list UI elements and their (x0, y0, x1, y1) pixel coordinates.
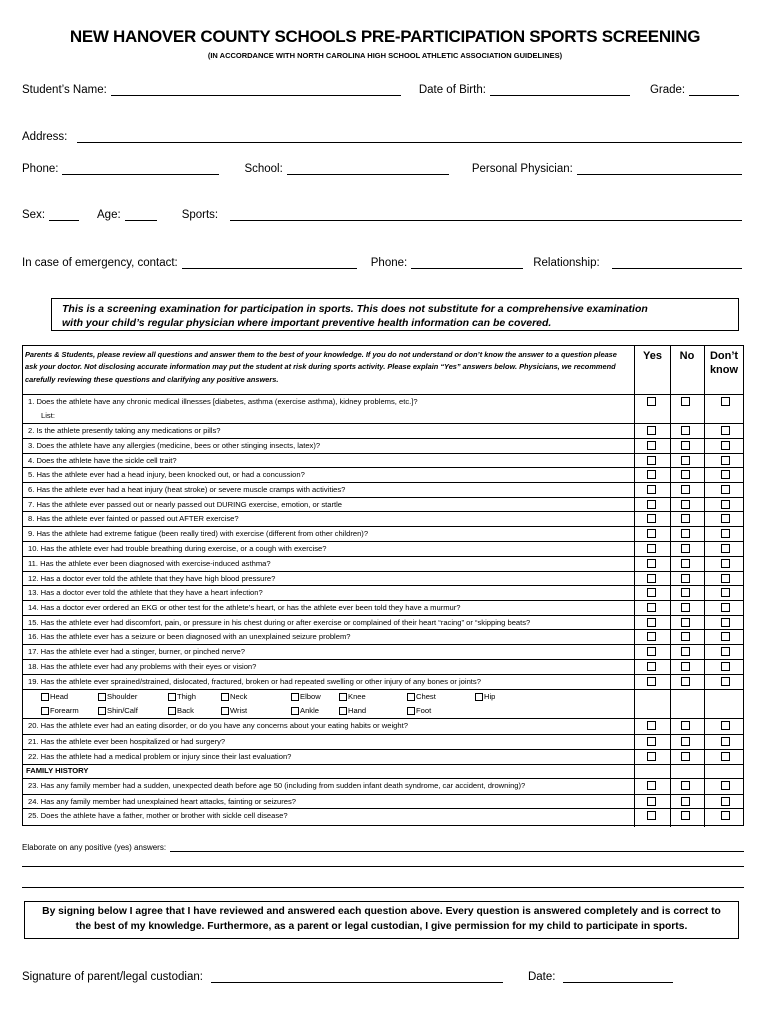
physician-field[interactable] (577, 162, 742, 175)
elaborate-line-2[interactable] (22, 866, 744, 867)
emergency-label: In case of emergency, contact: (22, 257, 178, 269)
q14-yes-checkbox[interactable] (647, 603, 656, 612)
student-name-field[interactable] (111, 83, 401, 96)
q17-dont-know-checkbox[interactable] (721, 647, 730, 656)
body-part-neck-option[interactable] (221, 692, 247, 701)
row-divider (23, 615, 743, 616)
q14-no-checkbox[interactable] (681, 603, 690, 612)
sports-label: Sports: (181, 209, 219, 221)
body-part-label: Neck (230, 692, 248, 701)
q19-no-checkbox[interactable] (681, 677, 690, 686)
q9-no-checkbox[interactable] (681, 529, 690, 538)
question-12: 12. Has a doctor ever told the athlete that they have high blood pressure? (28, 574, 276, 583)
q20-no-checkbox[interactable] (681, 721, 690, 730)
q21-dont-know-checkbox[interactable] (721, 737, 730, 746)
body-part-label: Elbow (300, 692, 321, 701)
q1-no-checkbox[interactable] (681, 397, 690, 406)
sex-label: Sex: (22, 209, 46, 221)
row-divider (23, 526, 743, 527)
q1-yes-checkbox[interactable] (647, 397, 656, 406)
q11-dont-know-checkbox[interactable] (721, 559, 730, 568)
checkbox-icon (291, 707, 299, 715)
row-divider (23, 794, 743, 795)
q22-yes-checkbox[interactable] (647, 752, 656, 761)
screening-notice (51, 298, 739, 331)
relationship-field[interactable] (612, 256, 742, 269)
address-label: Address: (22, 131, 68, 143)
body-part-label: Wrist (230, 706, 248, 715)
row-divider (23, 600, 743, 601)
body-part-hand-option[interactable] (339, 706, 366, 715)
q2-no-checkbox[interactable] (681, 426, 690, 435)
question-7: 7. Has the athlete ever passed out or nearly passed out DURING exercise, emotion, or startle (28, 500, 343, 509)
q12-dont-know-checkbox[interactable] (721, 574, 730, 583)
checkbox-icon (98, 707, 106, 715)
body-part-label: Back (177, 706, 194, 715)
q7-no-checkbox[interactable] (681, 500, 690, 509)
question-2: 2. Is the athlete presently taking any medications or pills? (28, 426, 221, 435)
q16-yes-checkbox[interactable] (647, 632, 656, 641)
question-23: 23. Has any family member had a sudden, unexpected death before age 50 (including from sudden infant death syndrome, car accident, drowning)? (28, 781, 526, 790)
q6-yes-checkbox[interactable] (647, 485, 656, 494)
q8-no-checkbox[interactable] (681, 514, 690, 523)
notice-line-2: with your child’s regular physician where important preventive health information can be covered. (62, 317, 552, 329)
emergency-row (22, 251, 742, 269)
q3-no-checkbox[interactable] (681, 441, 690, 450)
q6-no-checkbox[interactable] (681, 485, 690, 494)
question-17: 17. Has the athlete ever had a stinger, burner, or pinched nerve? (28, 647, 245, 656)
checkbox-icon (291, 693, 299, 701)
q10-yes-checkbox[interactable] (647, 544, 656, 553)
q18-dont-know-checkbox[interactable] (721, 662, 730, 671)
body-part-foot-option[interactable] (407, 706, 431, 715)
body-part-hip-option[interactable] (475, 692, 495, 701)
row-divider (23, 453, 743, 454)
grade-field[interactable] (689, 83, 739, 96)
instructions-text: Parents & Students, please review all questions and answer them to the best of your knowledge. If you do not understand or don’t know the answer to a question please ask your doctor. Not disclosing accurate information may put the student at risk during sports activity. Please explain “Yes” answers below. Physicians, we recommend carefully reviewing these questions and clarifying any positive answers. (25, 350, 617, 384)
elaborate-field[interactable] (170, 842, 744, 852)
q24-yes-checkbox[interactable] (647, 797, 656, 806)
q16-no-checkbox[interactable] (681, 632, 690, 641)
checkbox-icon (475, 693, 483, 701)
q17-yes-checkbox[interactable] (647, 647, 656, 656)
school-label: School: (244, 163, 283, 175)
q8-yes-checkbox[interactable] (647, 514, 656, 523)
emergency-contact-field[interactable] (182, 256, 357, 269)
grade-label: Grade: (649, 84, 686, 96)
q11-yes-checkbox[interactable] (647, 559, 656, 568)
q21-no-checkbox[interactable] (681, 737, 690, 746)
row-divider (23, 764, 743, 765)
address-row (22, 125, 742, 143)
q4-yes-checkbox[interactable] (647, 456, 656, 465)
row-divider (23, 674, 743, 675)
column-divider (704, 346, 705, 827)
dob-label: Date of Birth: (418, 84, 486, 96)
q7-yes-checkbox[interactable] (647, 500, 656, 509)
question-3: 3. Does the athlete have any allergies (medicine, bees or other stinging insects, latex)? (28, 441, 321, 450)
q15-no-checkbox[interactable] (681, 618, 690, 627)
q5-dont-know-checkbox[interactable] (721, 470, 730, 479)
row-divider (23, 749, 743, 750)
body-part-label: Foot (416, 706, 432, 715)
q16-dont-know-checkbox[interactable] (721, 632, 730, 641)
body-part-label: Hand (348, 706, 367, 715)
question-11: 11. Has the athlete ever been diagnosed with exercise-induced asthma? (28, 559, 271, 568)
q22-no-checkbox[interactable] (681, 752, 690, 761)
q24-no-checkbox[interactable] (681, 797, 690, 806)
emergency-phone-label: Phone: (370, 257, 408, 269)
consent-line-1: By signing below I agree that I have reviewed and answered each question above. Every question is answered completely and is correct to (42, 906, 721, 917)
q21-yes-checkbox[interactable] (647, 737, 656, 746)
col-no-header: No (679, 350, 695, 362)
checkbox-icon (41, 707, 49, 715)
q7-dont-know-checkbox[interactable] (721, 500, 730, 509)
checkbox-icon (98, 693, 106, 701)
row-divider (23, 394, 743, 395)
question-24: 24. Has any family member had unexplained heart attacks, fainting or seizures? (28, 797, 297, 806)
elaborate-label: Elaborate on any positive (yes) answers: (22, 843, 167, 852)
elaborate-row (22, 838, 744, 852)
q18-yes-checkbox[interactable] (647, 662, 656, 671)
phone-field[interactable] (62, 162, 219, 175)
row-divider (23, 467, 743, 468)
q25-no-checkbox[interactable] (681, 811, 690, 820)
row-divider (23, 482, 743, 483)
q20-dont-know-checkbox[interactable] (721, 721, 730, 730)
row-divider (23, 438, 743, 439)
school-field[interactable] (287, 162, 449, 175)
q5-yes-checkbox[interactable] (647, 470, 656, 479)
q13-dont-know-checkbox[interactable] (721, 588, 730, 597)
q14-dont-know-checkbox[interactable] (721, 603, 730, 612)
q25-dont-know-checkbox[interactable] (721, 811, 730, 820)
question-16: 16. Has the athlete ever has a seizure or been diagnosed with an unexplained seizure problem? (28, 632, 351, 641)
q25-yes-checkbox[interactable] (647, 811, 656, 820)
q5-no-checkbox[interactable] (681, 470, 690, 479)
consent-line-2: the best of my knowledge. Furthermore, as a parent or legal custodian, I give permission for my child to participate in sports. (75, 921, 688, 932)
row-divider (23, 423, 743, 424)
row-divider (23, 511, 743, 512)
physician-label: Personal Physician: (471, 163, 573, 175)
consent-statement (24, 901, 739, 939)
checkbox-icon (339, 693, 347, 701)
row-divider (23, 718, 743, 719)
checkbox-icon (407, 693, 415, 701)
body-part-back-option[interactable] (168, 706, 194, 715)
q11-no-checkbox[interactable] (681, 559, 690, 568)
body-part-label: Shin/Calf (107, 706, 138, 715)
body-part-label: Knee (348, 692, 366, 701)
sports-field[interactable] (230, 208, 742, 221)
checkbox-icon (407, 707, 415, 715)
row-divider (23, 644, 743, 645)
q17-no-checkbox[interactable] (681, 647, 690, 656)
q23-dont-know-checkbox[interactable] (721, 781, 730, 790)
q15-dont-know-checkbox[interactable] (721, 618, 730, 627)
row-divider (23, 689, 743, 690)
body-part-chest-option[interactable] (407, 692, 436, 701)
question-4: 4. Does the athlete have the sickle cell trait? (28, 456, 177, 465)
col-dont-know-header: Don’t know (709, 350, 739, 376)
question-5: 5. Has the athlete ever had a head injury, been knocked out, or had a concussion? (28, 470, 305, 479)
emergency-phone-field[interactable] (411, 256, 523, 269)
q10-no-checkbox[interactable] (681, 544, 690, 553)
q22-dont-know-checkbox[interactable] (721, 752, 730, 761)
signature-label: Signature of parent/legal custodian: (22, 971, 203, 983)
row-divider (23, 585, 743, 586)
q23-yes-checkbox[interactable] (647, 781, 656, 790)
row-divider (23, 778, 743, 779)
signature-row (22, 965, 722, 983)
question-14: 14. Has a doctor ever ordered an EKG or other test for the athlete’s heart, or has the athlete ever been told they have a murmur? (28, 603, 461, 612)
column-divider (670, 346, 671, 827)
contact-row (22, 157, 742, 175)
question-19: 19. Has the athlete ever sprained/strained, dislocated, fractured, broken or had repeated swelling or other injury of any bones or joints? (28, 677, 481, 686)
body-part-shoulder-option[interactable] (98, 692, 137, 701)
body-part-label: Head (50, 692, 69, 701)
question-10: 10. Has the athlete ever had trouble breathing during exercise, or a cough with exercise? (28, 544, 327, 553)
body-part-label: Thigh (177, 692, 196, 701)
q2-dont-know-checkbox[interactable] (721, 426, 730, 435)
row-divider (23, 629, 743, 630)
form-subtitle: (IN ACCORDANCE WITH NORTH CAROLINA HIGH SCHOOL ATHLETIC ASSOCIATION GUIDELINES) (207, 51, 563, 60)
form-title: NEW HANOVER COUNTY SCHOOLS PRE-PARTICIPATION SPORTS SCREENING (69, 27, 701, 46)
column-divider (634, 346, 635, 827)
sex-field[interactable] (49, 208, 79, 221)
age-label: Age: (97, 209, 121, 221)
q19-dont-know-checkbox[interactable] (721, 677, 730, 686)
checkbox-icon (41, 693, 49, 701)
body-part-shin-calf-option[interactable] (98, 706, 138, 715)
q6-dont-know-checkbox[interactable] (721, 485, 730, 494)
questionnaire-table (22, 345, 744, 826)
row-divider (23, 541, 743, 542)
student-info-row (22, 78, 742, 96)
q3-dont-know-checkbox[interactable] (721, 441, 730, 450)
age-field[interactable] (125, 208, 157, 221)
body-part-label: Chest (416, 692, 436, 701)
list-label: List: (41, 411, 55, 420)
question-25: 25. Does the athlete have a father, mother or brother with sickle cell disease? (28, 811, 288, 820)
notice-line-1: This is a screening examination for participation in sports. This does not substitute for a comprehensive examination (62, 303, 648, 315)
q23-no-checkbox[interactable] (681, 781, 690, 790)
q4-dont-know-checkbox[interactable] (721, 456, 730, 465)
body-part-forearm-option[interactable] (41, 706, 79, 715)
question-21: 21. Has the athlete ever been hospitalized or had surgery? (28, 737, 226, 746)
question-13: 13. Has a doctor ever told the athlete that they have a heart infection? (28, 588, 263, 597)
elaborate-line-3[interactable] (22, 887, 744, 888)
checkbox-icon (221, 707, 229, 715)
phone-label: Phone: (22, 163, 59, 175)
body-part-thigh-option[interactable] (168, 692, 196, 701)
body-part-elbow-option[interactable] (291, 692, 321, 701)
body-part-label: Hip (484, 692, 496, 701)
dob-field[interactable] (490, 83, 630, 96)
q4-no-checkbox[interactable] (681, 456, 690, 465)
question-6: 6. Has the athlete ever had a heat injury (heat stroke) or severe muscle cramps with activities? (28, 485, 346, 494)
row-divider (23, 571, 743, 572)
q20-yes-checkbox[interactable] (647, 721, 656, 730)
checkbox-icon (168, 693, 176, 701)
q12-no-checkbox[interactable] (681, 574, 690, 583)
checkbox-icon (168, 707, 176, 715)
body-part-label: Forearm (50, 706, 79, 715)
question-9: 9. Has the athlete had extreme fatigue (been really tired) with exercise (different from other children)? (28, 529, 369, 538)
q19-yes-checkbox[interactable] (647, 677, 656, 686)
question-1: 1. Does the athlete have any chronic medical illnesses [diabetes, asthma (exercise asthma), kidney problems, etc.]? (28, 397, 418, 406)
question-18: 18. Has the athlete ever had any problems with their eyes or vision? (28, 662, 257, 671)
body-part-label: Shoulder (107, 692, 138, 701)
student-name-label: Student’s Name: (22, 84, 107, 96)
row-divider (23, 808, 743, 809)
q2-yes-checkbox[interactable] (647, 426, 656, 435)
q13-no-checkbox[interactable] (681, 588, 690, 597)
date-label: Date: (527, 971, 556, 983)
checkbox-icon (221, 693, 229, 701)
relationship-label: Relationship: (533, 257, 600, 269)
q9-dont-know-checkbox[interactable] (721, 529, 730, 538)
body-part-ankle-option[interactable] (291, 706, 319, 715)
address-field[interactable] (77, 130, 742, 143)
row-divider (23, 659, 743, 660)
q9-yes-checkbox[interactable] (647, 529, 656, 538)
body-part-head-option[interactable] (41, 692, 68, 701)
signature-field[interactable] (211, 970, 503, 983)
body-part-label: Ankle (300, 706, 319, 715)
col-yes-header: Yes (643, 350, 662, 362)
date-field[interactable] (563, 970, 673, 983)
sex-age-sports-row (22, 203, 742, 221)
body-part-knee-option[interactable] (339, 692, 366, 701)
q3-yes-checkbox[interactable] (647, 441, 656, 450)
q18-no-checkbox[interactable] (681, 662, 690, 671)
q12-yes-checkbox[interactable] (647, 574, 656, 583)
family-history-label: FAMILY HISTORY (26, 766, 89, 775)
question-8: 8. Has the athlete ever fainted or passed out AFTER exercise? (28, 514, 239, 523)
q24-dont-know-checkbox[interactable] (721, 797, 730, 806)
row-divider (23, 556, 743, 557)
body-part-wrist-option[interactable] (221, 706, 247, 715)
q8-dont-know-checkbox[interactable] (721, 514, 730, 523)
q1-dont-know-checkbox[interactable] (721, 397, 730, 406)
row-divider (23, 734, 743, 735)
q15-yes-checkbox[interactable] (647, 618, 656, 627)
question-15: 15. Has the athlete ever had discomfort, pain, or pressure in his chest during or after exercise or complained of their heart “racing” or “skipping beats? (28, 618, 531, 627)
question-22: 22. Has the athlete had a medical problem or injury since their last evaluation? (28, 752, 292, 761)
q10-dont-know-checkbox[interactable] (721, 544, 730, 553)
row-divider (23, 497, 743, 498)
checkbox-icon (339, 707, 347, 715)
q13-yes-checkbox[interactable] (647, 588, 656, 597)
question-20: 20. Has the athlete ever had an eating disorder, or do you have any concerns about your eating habits or weight? (28, 721, 408, 730)
